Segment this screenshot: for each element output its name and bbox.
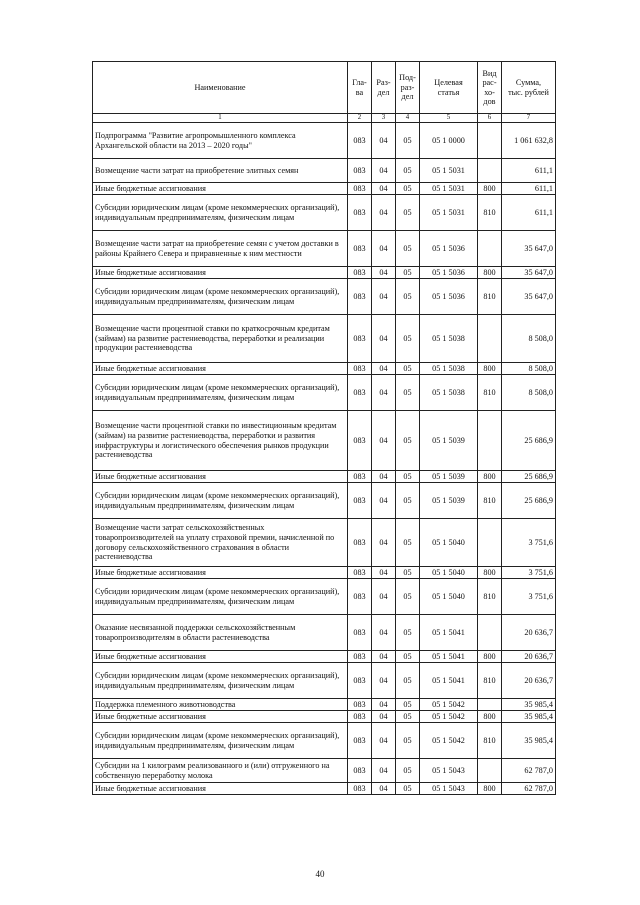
- row-section: 04: [372, 267, 396, 279]
- row-chapter: 083: [348, 615, 372, 651]
- table-row: [93, 159, 556, 183]
- row-section: 04: [372, 315, 396, 363]
- row-section: 04: [372, 411, 396, 471]
- row-sum: 62 787,0: [502, 759, 556, 783]
- column-number-row: [93, 114, 556, 123]
- row-target: 05 1 5042: [420, 723, 478, 759]
- row-subsection: 05: [396, 183, 420, 195]
- row-expense-type: 810: [478, 375, 502, 411]
- row-name: Субсидии юридическим лицам (кроме некоммерческих организаций), индивидуальным предпринимателям, физическим лицам: [93, 723, 348, 759]
- row-expense-type: [478, 411, 502, 471]
- row-chapter: 083: [348, 699, 372, 711]
- row-chapter: 083: [348, 279, 372, 315]
- row-sum: 611,1: [502, 159, 556, 183]
- row-chapter: 083: [348, 519, 372, 567]
- row-sum: 20 636,7: [502, 615, 556, 651]
- row-name: Возмещение части затрат сельскохозяйственных товаропроизводителей на уплату страховой премии, начисленной по договору сельскохозяйственного страхования в области растениеводства: [93, 519, 348, 567]
- row-subsection: 05: [396, 411, 420, 471]
- row-name: Иные бюджетные ассигнования: [93, 783, 348, 795]
- row-sum: 8 508,0: [502, 315, 556, 363]
- row-expense-type: 810: [478, 663, 502, 699]
- row-chapter: 083: [348, 195, 372, 231]
- row-subsection: 05: [396, 159, 420, 183]
- column-number: 2: [348, 114, 372, 123]
- row-sum: 3 751,6: [502, 567, 556, 579]
- row-expense-type: 810: [478, 723, 502, 759]
- row-chapter: 083: [348, 759, 372, 783]
- header-subsection: Под- раз- дел: [396, 62, 420, 114]
- row-name: Иные бюджетные ассигнования: [93, 267, 348, 279]
- header-chapter: Гла- ва: [348, 62, 372, 114]
- row-name: Возмещение части процентной ставки по инвестиционным кредитам (займам) на развитие растениеводства, переработки и развития инфраструктуры и логистического обеспечения рынков продукции растениеводства: [93, 411, 348, 471]
- row-section: 04: [372, 519, 396, 567]
- row-expense-type: 810: [478, 279, 502, 315]
- row-expense-type: 800: [478, 567, 502, 579]
- row-expense-type: [478, 615, 502, 651]
- row-subsection: 05: [396, 123, 420, 159]
- row-sum: 35 985,4: [502, 711, 556, 723]
- row-name: Субсидии юридическим лицам (кроме некоммерческих организаций), индивидуальным предпринимателям, физическим лицам: [93, 579, 348, 615]
- column-number: 4: [396, 114, 420, 123]
- row-expense-type: 810: [478, 579, 502, 615]
- row-sum: 35 647,0: [502, 267, 556, 279]
- row-chapter: 083: [348, 723, 372, 759]
- table-row: [93, 279, 556, 315]
- row-name: Иные бюджетные ассигнования: [93, 363, 348, 375]
- row-section: 04: [372, 567, 396, 579]
- row-section: 04: [372, 195, 396, 231]
- row-sum: 1 061 632,8: [502, 123, 556, 159]
- row-sum: 611,1: [502, 183, 556, 195]
- row-name: Иные бюджетные ассигнования: [93, 567, 348, 579]
- row-subsection: 05: [396, 651, 420, 663]
- row-section: 04: [372, 651, 396, 663]
- row-section: 04: [372, 123, 396, 159]
- row-chapter: 083: [348, 651, 372, 663]
- row-section: 04: [372, 279, 396, 315]
- table-row: [93, 375, 556, 411]
- row-sum: 35 985,4: [502, 699, 556, 711]
- table-row: [93, 579, 556, 615]
- row-expense-type: 800: [478, 711, 502, 723]
- row-subsection: 05: [396, 267, 420, 279]
- row-expense-type: [478, 159, 502, 183]
- table-row: [93, 183, 556, 195]
- page-number: 40: [315, 869, 325, 879]
- table-row: [93, 231, 556, 267]
- row-subsection: 05: [396, 567, 420, 579]
- table-row: [93, 315, 556, 363]
- row-name: Субсидии юридическим лицам (кроме некоммерческих организаций), индивидуальным предпринимателям, физическим лицам: [93, 483, 348, 519]
- row-subsection: 05: [396, 519, 420, 567]
- row-subsection: 05: [396, 723, 420, 759]
- table-row: [93, 699, 556, 711]
- row-sum: 35 985,4: [502, 723, 556, 759]
- row-section: 04: [372, 231, 396, 267]
- row-target: 05 1 5040: [420, 579, 478, 615]
- row-expense-type: 810: [478, 483, 502, 519]
- table-row: [93, 123, 556, 159]
- row-name: Субсидии юридическим лицам (кроме некоммерческих организаций), индивидуальным предпринимателям, физическим лицам: [93, 279, 348, 315]
- row-sum: 611,1: [502, 195, 556, 231]
- row-subsection: 05: [396, 195, 420, 231]
- table-row: [93, 723, 556, 759]
- row-subsection: 05: [396, 615, 420, 651]
- row-chapter: 083: [348, 375, 372, 411]
- row-expense-type: [478, 231, 502, 267]
- row-target: 05 1 5041: [420, 615, 478, 651]
- row-expense-type: 800: [478, 183, 502, 195]
- row-section: 04: [372, 783, 396, 795]
- table-row: [93, 411, 556, 471]
- row-subsection: 05: [396, 471, 420, 483]
- header-target: Целевая статья: [420, 62, 478, 114]
- row-target: 05 1 5038: [420, 363, 478, 375]
- row-expense-type: [478, 759, 502, 783]
- row-chapter: 083: [348, 411, 372, 471]
- row-name: Возмещение части процентной ставки по краткосрочным кредитам (займам) на развитие растениеводства, переработки и реализации продукции растениеводства: [93, 315, 348, 363]
- row-target: 05 1 5040: [420, 567, 478, 579]
- row-name: Иные бюджетные ассигнования: [93, 711, 348, 723]
- header-expense-type: Вид рас- хо- дов: [478, 62, 502, 114]
- row-target: 05 1 5039: [420, 411, 478, 471]
- row-sum: 62 787,0: [502, 783, 556, 795]
- row-name: Возмещение части затрат на приобретение семян с учетом доставки в районы Крайнего Севера и приравненные к ним местности: [93, 231, 348, 267]
- row-sum: 8 508,0: [502, 375, 556, 411]
- row-chapter: 083: [348, 783, 372, 795]
- row-expense-type: 800: [478, 471, 502, 483]
- row-name: Поддержка племенного животноводства: [93, 699, 348, 711]
- row-expense-type: [478, 699, 502, 711]
- row-subsection: 05: [396, 783, 420, 795]
- table-row: [93, 567, 556, 579]
- table-row: [93, 363, 556, 375]
- row-target: 05 1 5031: [420, 195, 478, 231]
- row-target: 05 1 5042: [420, 699, 478, 711]
- column-number: 7: [502, 114, 556, 123]
- table-row: [93, 519, 556, 567]
- row-target: 05 1 5042: [420, 711, 478, 723]
- table-row: [93, 195, 556, 231]
- row-chapter: 083: [348, 159, 372, 183]
- row-target: 05 1 5038: [420, 375, 478, 411]
- row-chapter: 083: [348, 315, 372, 363]
- row-section: 04: [372, 483, 396, 519]
- row-sum: 3 751,6: [502, 579, 556, 615]
- row-subsection: 05: [396, 663, 420, 699]
- row-expense-type: [478, 123, 502, 159]
- column-number: 3: [372, 114, 396, 123]
- row-expense-type: 800: [478, 651, 502, 663]
- row-chapter: 083: [348, 663, 372, 699]
- table-row: [93, 615, 556, 651]
- row-subsection: 05: [396, 759, 420, 783]
- row-name: Подпрограмма "Развитие агропромышленного комплекса Архангельской области на 2013 – 2020 годы": [93, 123, 348, 159]
- row-section: 04: [372, 615, 396, 651]
- row-name: Оказание несвязанной поддержки сельскохозяйственным товаропроизводителям в области растениеводства: [93, 615, 348, 651]
- row-subsection: 05: [396, 699, 420, 711]
- table-row: [93, 711, 556, 723]
- row-chapter: 083: [348, 579, 372, 615]
- row-chapter: 083: [348, 123, 372, 159]
- row-section: 04: [372, 759, 396, 783]
- row-target: 05 1 5038: [420, 315, 478, 363]
- row-target: 05 1 5043: [420, 759, 478, 783]
- table-row: [93, 267, 556, 279]
- header-sum: Сумма, тыс. рублей: [502, 62, 556, 114]
- row-target: 05 1 5043: [420, 783, 478, 795]
- row-name: Субсидии юридическим лицам (кроме некоммерческих организаций), индивидуальным предпринимателям, физическим лицам: [93, 663, 348, 699]
- row-chapter: 083: [348, 471, 372, 483]
- row-name: Возмещение части затрат на приобретение элитных семян: [93, 159, 348, 183]
- row-sum: 20 636,7: [502, 651, 556, 663]
- row-chapter: 083: [348, 567, 372, 579]
- row-target: 05 1 5041: [420, 663, 478, 699]
- row-section: 04: [372, 663, 396, 699]
- row-section: 04: [372, 471, 396, 483]
- table-row: [93, 483, 556, 519]
- row-name: Субсидии на 1 килограмм реализованного и (или) отгруженного на собственную переработку молока: [93, 759, 348, 783]
- row-target: 05 1 5036: [420, 231, 478, 267]
- row-subsection: 05: [396, 579, 420, 615]
- row-chapter: 083: [348, 231, 372, 267]
- row-name: Иные бюджетные ассигнования: [93, 183, 348, 195]
- table-header-row: [93, 62, 556, 114]
- row-subsection: 05: [396, 375, 420, 411]
- row-name: Иные бюджетные ассигнования: [93, 471, 348, 483]
- table-row: [93, 783, 556, 795]
- row-target: 05 1 5041: [420, 651, 478, 663]
- row-section: 04: [372, 711, 396, 723]
- row-expense-type: 810: [478, 195, 502, 231]
- row-section: 04: [372, 363, 396, 375]
- row-target: 05 1 5036: [420, 267, 478, 279]
- row-target: 05 1 5039: [420, 483, 478, 519]
- table-row: [93, 759, 556, 783]
- row-chapter: 083: [348, 363, 372, 375]
- budget-table: [92, 61, 556, 795]
- row-name: Иные бюджетные ассигнования: [93, 651, 348, 663]
- row-subsection: 05: [396, 231, 420, 267]
- table-row: [93, 663, 556, 699]
- row-target: 05 1 0000: [420, 123, 478, 159]
- header-name: Наименование: [93, 62, 348, 114]
- row-chapter: 083: [348, 183, 372, 195]
- column-number: 1: [93, 114, 348, 123]
- row-sum: 8 508,0: [502, 363, 556, 375]
- row-chapter: 083: [348, 711, 372, 723]
- row-section: 04: [372, 375, 396, 411]
- row-chapter: 083: [348, 267, 372, 279]
- row-expense-type: 800: [478, 363, 502, 375]
- row-expense-type: [478, 519, 502, 567]
- row-name: Субсидии юридическим лицам (кроме некоммерческих организаций), индивидуальным предпринимателям, физическим лицам: [93, 195, 348, 231]
- row-sum: 25 686,9: [502, 411, 556, 471]
- row-expense-type: 800: [478, 783, 502, 795]
- row-subsection: 05: [396, 483, 420, 519]
- row-subsection: 05: [396, 279, 420, 315]
- table-body: [93, 123, 556, 795]
- row-sum: 3 751,6: [502, 519, 556, 567]
- row-expense-type: 800: [478, 267, 502, 279]
- column-number: 6: [478, 114, 502, 123]
- row-name: Субсидии юридическим лицам (кроме некоммерческих организаций), индивидуальным предпринимателям, физическим лицам: [93, 375, 348, 411]
- row-target: 05 1 5036: [420, 279, 478, 315]
- row-section: 04: [372, 699, 396, 711]
- row-expense-type: [478, 315, 502, 363]
- row-subsection: 05: [396, 315, 420, 363]
- row-sum: 20 636,7: [502, 663, 556, 699]
- header-section: Раз- дел: [372, 62, 396, 114]
- row-subsection: 05: [396, 711, 420, 723]
- row-section: 04: [372, 159, 396, 183]
- row-sum: 25 686,9: [502, 471, 556, 483]
- row-target: 05 1 5039: [420, 471, 478, 483]
- row-section: 04: [372, 723, 396, 759]
- column-number: 5: [420, 114, 478, 123]
- table-row: [93, 651, 556, 663]
- row-sum: 25 686,9: [502, 483, 556, 519]
- row-section: 04: [372, 579, 396, 615]
- row-sum: 35 647,0: [502, 279, 556, 315]
- row-subsection: 05: [396, 363, 420, 375]
- table-row: [93, 471, 556, 483]
- row-section: 04: [372, 183, 396, 195]
- row-target: 05 1 5031: [420, 159, 478, 183]
- row-chapter: 083: [348, 483, 372, 519]
- row-sum: 35 647,0: [502, 231, 556, 267]
- row-target: 05 1 5040: [420, 519, 478, 567]
- row-target: 05 1 5031: [420, 183, 478, 195]
